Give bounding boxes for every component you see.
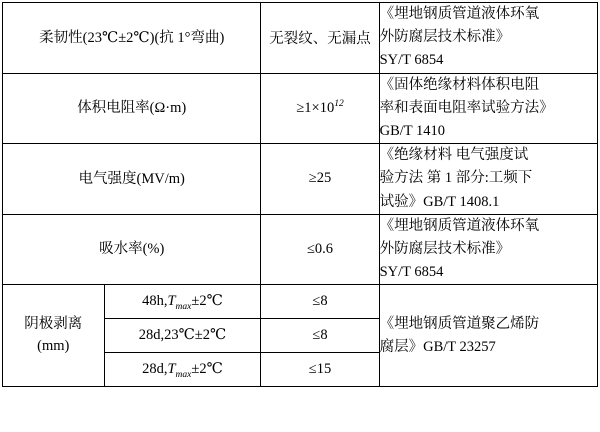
condition-symbol: T	[167, 293, 176, 310]
standard-line: 《埋地钢质管道液体环氧	[379, 6, 540, 22]
condition-prefix: 48h,	[142, 293, 168, 310]
cathodic-condition	[104, 319, 260, 353]
table-row	[3, 144, 598, 215]
standard-cell	[379, 144, 597, 215]
cathodic-subtable	[3, 285, 260, 386]
property-cell: 柔韧性(23℃±2℃)(抗 1°弯曲)	[3, 3, 261, 74]
table-row	[3, 285, 598, 387]
condition-subscript: max	[175, 370, 192, 381]
standard-line: GB/T 1410	[379, 122, 446, 139]
cathodic-label-line1: 阴极剥离	[24, 316, 83, 332]
standard-line: 《埋地钢质管道聚乙烯防	[379, 315, 540, 332]
standard-line: 外防腐层技术标准》	[379, 240, 511, 257]
cathodic-condition	[104, 353, 260, 387]
standard-line: 验方法 第 1 部分:工频下	[379, 170, 533, 187]
property-cell-cathodic	[3, 285, 261, 387]
standard-line: 外防腐层技术标准》	[379, 29, 511, 46]
value-cell: ≤8	[261, 319, 378, 353]
standard-line: SY/T 6854	[379, 52, 444, 69]
value-cell: ≤0.6	[261, 214, 379, 285]
table-row	[3, 3, 598, 74]
condition-subscript: max	[175, 302, 192, 313]
cathodic-condition	[104, 285, 260, 319]
specification-table	[2, 2, 598, 387]
standard-line: 率和表面电阻率试验方法》	[379, 99, 554, 116]
standard-line: 腐层》GB/T 23257	[379, 338, 496, 355]
value-cell	[261, 73, 379, 144]
condition-prefix: 28d,23℃±2℃	[138, 327, 227, 344]
property-cell: 吸水率(%)	[3, 214, 261, 285]
standard-cell	[379, 285, 597, 387]
standard-line: SY/T 6854	[379, 264, 444, 281]
value-text: ≥1×10	[296, 99, 335, 116]
value-cell: 无裂纹、无漏点	[261, 3, 379, 74]
value-cell: ≥25	[261, 144, 379, 215]
condition-suffix: ±2℃	[191, 293, 223, 310]
table-row	[3, 214, 598, 285]
condition-symbol: T	[167, 361, 176, 378]
document-page	[0, 2, 600, 432]
value-cell-cathodic	[261, 285, 379, 387]
table-row	[3, 73, 598, 144]
standard-line: 《固体绝缘材料体积电阻	[379, 76, 540, 93]
standard-cell	[379, 73, 597, 144]
standard-cell	[379, 3, 597, 74]
condition-prefix: 28d,	[142, 361, 168, 378]
standard-line: 试验》GB/T 1408.1	[379, 193, 500, 210]
value-cell: ≤8	[261, 285, 378, 319]
standard-line: 《绝缘材料 电气强度试	[379, 147, 529, 164]
cathodic-label	[3, 285, 104, 386]
value-cell: ≤15	[308, 361, 332, 378]
property-cell: 电气强度(MV/m)	[3, 144, 261, 215]
cathodic-values	[261, 285, 378, 386]
property-cell: 体积电阻率(Ω·m)	[3, 73, 261, 144]
standard-line: 《埋地钢质管道液体环氧	[379, 217, 540, 234]
value-exponent: 12	[334, 99, 344, 110]
cathodic-label-line2: (mm)	[37, 337, 70, 354]
condition-suffix: ±2℃	[191, 361, 223, 378]
standard-cell	[379, 214, 597, 285]
